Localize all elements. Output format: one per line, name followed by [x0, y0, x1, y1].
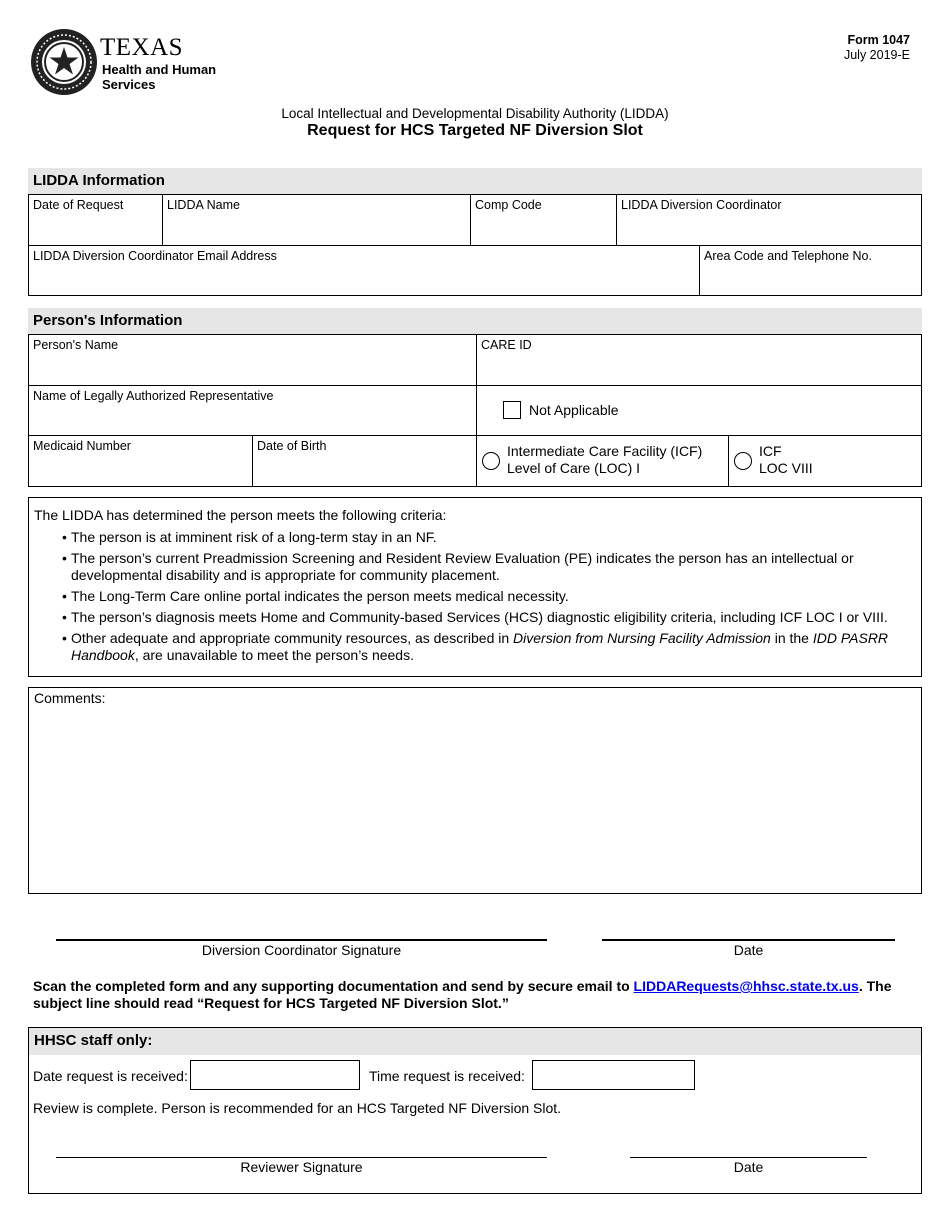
bullet: • — [62, 529, 67, 545]
hhsc-staff-section — [28, 1027, 922, 1194]
reviewer-signature-line[interactable] — [56, 1157, 547, 1158]
criteria-item: • Other adequate and appropriate community resources, as described in Diversion from Nursing Facility Admission in the IDD PASRR Handbook, are unavailable to meet the person’s needs. — [62, 630, 889, 663]
logo-hhs-text: Health and Human Services — [102, 62, 217, 92]
icf-loc-viii-label-line1: ICF — [759, 443, 782, 459]
logo-texas-text: TEXAS — [100, 34, 184, 61]
comments-field[interactable] — [28, 687, 922, 894]
diversion-coordinator-label: LIDDA Diversion Coordinator — [621, 198, 782, 212]
texas-seal-icon — [30, 28, 98, 96]
comments-label: Comments: — [34, 690, 106, 706]
lidda-requests-email-link[interactable]: LIDDARequests@hhsc.state.tx.us — [633, 978, 859, 994]
coordinator-signature-line[interactable] — [56, 939, 547, 941]
criteria-box — [28, 497, 922, 677]
reviewer-date-line[interactable] — [630, 1157, 867, 1158]
form-revision-date: July 2019-E — [843, 48, 910, 62]
coordinator-date-label: Date — [733, 942, 764, 958]
person-section-heading: Person's Information — [28, 308, 922, 334]
submission-instructions: Scan the completed form and any supporting documentation and send by secure email to LIDDARequests@hhsc.state.tx.us. The subject line should read “Request for HCS Targeted NF Diversion Slot.” — [33, 978, 892, 1011]
icf-loc-i-option — [477, 436, 729, 486]
date-of-birth-label: Date of Birth — [257, 439, 327, 453]
coordinator-email-field[interactable] — [29, 246, 700, 295]
comp-code-label: Comp Code — [475, 198, 542, 212]
bullet: • — [62, 588, 67, 604]
criteria-list — [34, 529, 916, 664]
medicaid-number-field[interactable] — [29, 436, 253, 486]
reviewer-signature-label: Reviewer Signature — [240, 1159, 363, 1175]
lidda-row-2 — [28, 245, 922, 296]
coordinator-email-label: LIDDA Diversion Coordinator Email Address — [33, 249, 277, 263]
icf-loc-viii-radio[interactable] — [734, 452, 752, 470]
medicaid-number-label: Medicaid Number — [33, 439, 131, 453]
icf-loc-i-label-line1: Intermediate Care Facility (ICF) — [507, 443, 703, 459]
person-row-2 — [28, 385, 922, 436]
not-applicable-label: Not Applicable — [529, 402, 619, 418]
lidda-name-label: LIDDA Name — [167, 198, 240, 212]
icf-loc-viii-label-line2: LOC VIII — [759, 460, 813, 476]
coordinator-date-line[interactable] — [602, 939, 895, 941]
bullet: • — [62, 550, 67, 566]
pasrr-handbook-title: IDD PASRR Handbook — [71, 630, 889, 663]
icf-loc-i-label-line2: Level of Care (LOC) I — [507, 460, 641, 476]
telephone-field[interactable] — [700, 246, 921, 295]
lar-name-field[interactable] — [29, 386, 477, 435]
person-name-field[interactable] — [29, 335, 477, 385]
telephone-label: Area Code and Telephone No. — [704, 249, 872, 263]
criteria-item: • The person’s diagnosis meets Home and Community-based Services (HCS) diagnostic eligibility criteria, including ICF LOC I or VIII. — [62, 609, 888, 625]
form-number: Form 1047 — [847, 33, 910, 47]
time-received-label: Time request is received: — [369, 1068, 525, 1084]
diversion-coordinator-field[interactable] — [617, 195, 921, 245]
lidda-name-field[interactable] — [163, 195, 471, 245]
care-id-label: CARE ID — [481, 338, 532, 352]
time-received-input[interactable] — [532, 1060, 695, 1090]
reviewer-date-label: Date — [733, 1159, 764, 1175]
lidda-section-heading: LIDDA Information — [28, 168, 922, 194]
person-name-label: Person's Name — [33, 338, 119, 352]
bullet: • — [62, 609, 67, 625]
date-of-request-field[interactable] — [29, 195, 163, 245]
comp-code-field[interactable] — [471, 195, 617, 245]
form-subtitle: Local Intellectual and Developmental Disability Authority (LIDDA) — [281, 106, 669, 121]
lidda-row-1 — [28, 194, 922, 246]
criteria-item: • The person’s current Preadmission Screening and Resident Review Evaluation (PE) indicates the person has an intellectual or developmental disability and is appropriate for community placement. — [62, 550, 854, 583]
bullet: • — [62, 630, 67, 646]
care-id-field[interactable] — [477, 335, 921, 385]
coordinator-signature-label: Diversion Coordinator Signature — [201, 942, 402, 958]
icf-loc-i-radio[interactable] — [482, 452, 500, 470]
hhsc-staff-heading: HHSC staff only: — [29, 1028, 921, 1055]
lar-name-label: Name of Legally Authorized Representative — [33, 389, 274, 403]
person-row-1 — [28, 334, 922, 386]
criteria-item: • The person is at imminent risk of a long-term stay in an NF. — [62, 529, 437, 545]
criteria-intro: The LIDDA has determined the person meets the following criteria: — [34, 507, 447, 523]
texas-hhs-logo — [30, 28, 217, 98]
icf-loc-viii-option — [729, 436, 921, 486]
date-of-request-label: Date of Request — [33, 198, 124, 212]
not-applicable-cell — [477, 386, 921, 435]
person-row-3 — [28, 435, 922, 487]
date-received-label: Date request is received: — [33, 1068, 188, 1084]
review-complete-text: Review is complete. Person is recommended for an HCS Targeted NF Diversion Slot. — [33, 1100, 562, 1116]
not-applicable-checkbox[interactable] — [503, 401, 521, 419]
date-received-input[interactable] — [190, 1060, 360, 1090]
diversion-guide-title: Diversion from Nursing Facility Admission — [513, 630, 771, 646]
criteria-item: • The Long-Term Care online portal indicates the person meets medical necessity. — [62, 588, 569, 604]
date-of-birth-field[interactable] — [253, 436, 477, 486]
form-title: Request for HCS Targeted NF Diversion Slot — [307, 122, 643, 139]
